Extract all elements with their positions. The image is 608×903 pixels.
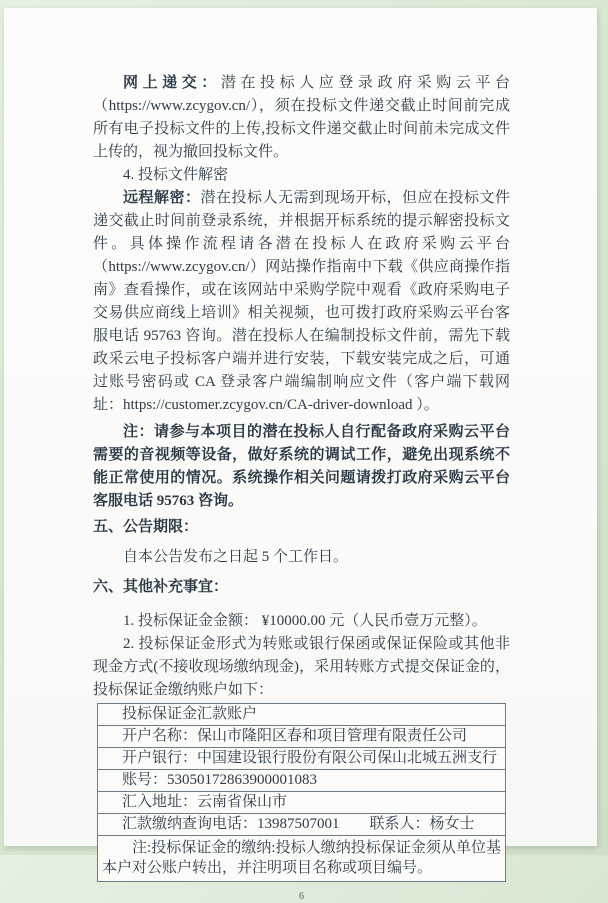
document-page bbox=[4, 8, 597, 902]
remote-decrypt-text: 潜在投标人无需到现场开标，但应在投标文件递交截止时间前登录系统，并根据开标系统的提示解密投标文件。具体操作流程请各潜在投标人在政府采购云平台（https://www.zcygov.cn/）网站操作指南中下载《供应商操作指南》查看操作，或在该网站中采购学院中观看《政府采购电子交易供应商线上培训》相关视频，也可拨打政府采购云平台客服电话 95763 咨询。潜在投标人在编制投标文件前，需先下载政采云电子投标客户端并进行安装，下载安装完成之后，可通过账号密码或 CA 登录客户端编制响应文件（客户端下载网址：https://customer.zcygov.cn/CA-driver-download ）。 bbox=[93, 190, 510, 413]
online-submission-label: 网上递交： bbox=[123, 75, 221, 91]
deposit-account-table bbox=[97, 703, 506, 882]
para-note: 注：请参与本项目的潜在投标人自行配备政府采购云平台需要的音视频等设备，做好系统的调试工作，避免出现系统不能正常使用的情况。系统操作相关问题请拨打政府采购云平台客服电话 95763 咨询。 bbox=[93, 424, 510, 509]
para-remote-decrypt bbox=[93, 187, 510, 417]
online-submission-text: 潜在投标人应登录政府采购云平台（https://www.zcygov.cn/），须在投标文件递交截止时间前完成所有电子投标文件的上传,投标文件递交截止时间前未完成文件上传的，视为撤回投标文件。 bbox=[93, 75, 510, 160]
remote-decrypt-label: 远程解密： bbox=[123, 190, 201, 206]
document-content bbox=[93, 72, 510, 903]
section-title-other-matters: 六、其他补充事宜： bbox=[93, 579, 229, 595]
para-deposit-amount: 1. 投标保证金金额： ¥10000.00 元（人民币壹万元整）。 bbox=[123, 613, 487, 629]
para-announcement-period: 自本公告发布之日起 5 个工作日。 bbox=[123, 549, 349, 565]
page-number: 6 bbox=[299, 891, 304, 902]
table-row-note: 注:投标保证金的缴纳:投标人缴纳投标保证金须从单位基本户对公账户转出，并注明项目名称或项目编号。 bbox=[98, 835, 505, 881]
para-online-submission bbox=[93, 72, 510, 164]
table-row-bank: 开户银行：中国建设银行股份有限公司保山北城五洲支行 bbox=[98, 747, 505, 769]
table-row-account-title: 投标保证金汇款账户 bbox=[122, 706, 258, 722]
section-title-announcement-period: 五、公告期限： bbox=[93, 519, 199, 535]
table-row-account-number: 账号：53050172863900001083 bbox=[98, 769, 505, 791]
table-row-inquiry-phone: 汇款缴纳查询电话：13987507001 联系人：杨女士 bbox=[98, 813, 505, 835]
table-row-remit-address: 汇入地址：云南省保山市 bbox=[98, 791, 505, 813]
table-row-account-name: 开户名称：保山市隆阳区春和项目管理有限责任公司 bbox=[98, 725, 505, 747]
para-deposit-form: 2. 投标保证金形式为转账或银行保函或保证保险或其他非现金方式(不接收现场缴纳现金)，采用转账方式提交保证金的，投标保证金缴纳账户如下： bbox=[93, 636, 510, 698]
list-item-4-decrypt: 4. 投标文件解密 bbox=[123, 167, 229, 183]
